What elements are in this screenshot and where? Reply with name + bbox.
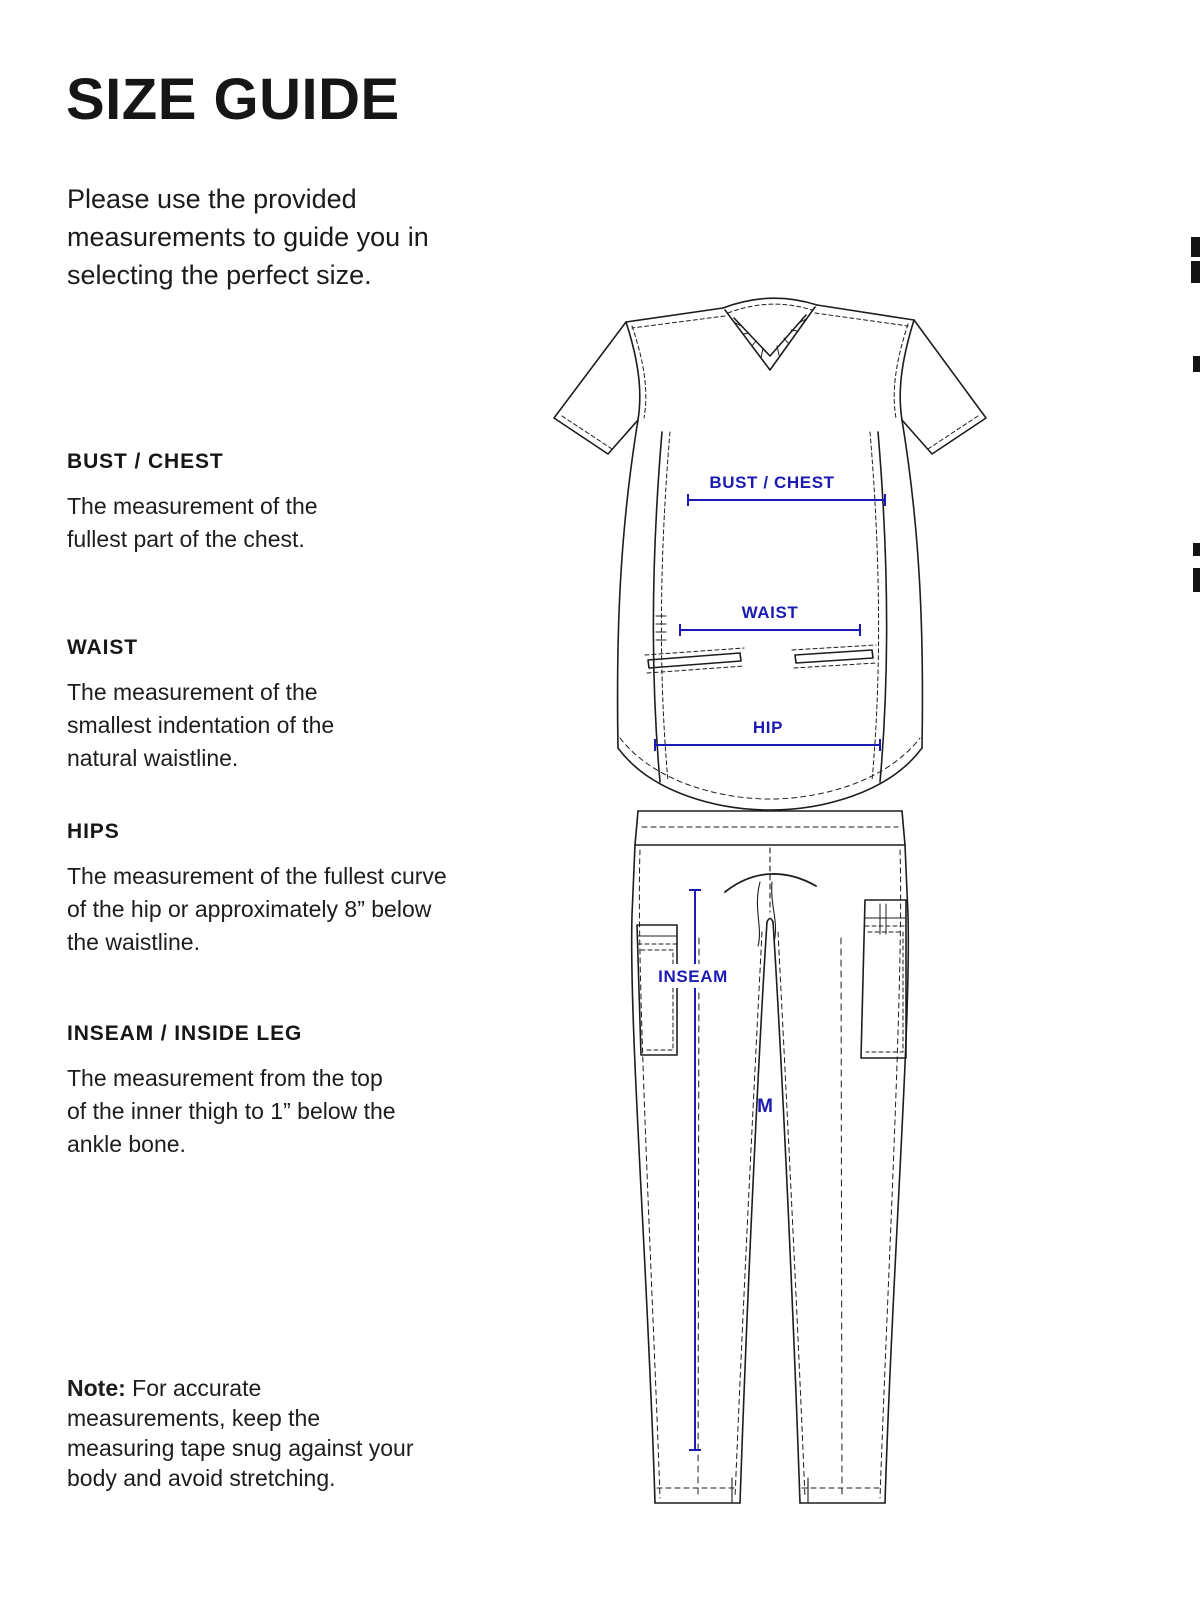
section-body-inseam: The measurement from the top of the inner thigh to 1” below the ankle bone.: [67, 1065, 396, 1157]
note-body: For accurate measurements, keep the measuring tape snug against your body and avoid stretching.: [67, 1375, 414, 1491]
inseam-measure-label: INSEAM: [658, 967, 728, 986]
section-heading-waist: WAIST: [67, 636, 138, 659]
measurement-section-inseam: [67, 1022, 447, 1161]
section-body-hips: The measurement of the fullest curve of the hip or approximately 8” below the waistline.: [67, 863, 447, 955]
measurement-section-hips: [67, 820, 467, 959]
section-heading-inseam: INSEAM / INSIDE LEG: [67, 1022, 303, 1045]
note-text: [67, 1373, 417, 1493]
page-title: SIZE GUIDE: [66, 67, 400, 132]
edge-crop-artifact: [1193, 568, 1200, 592]
edge-crop-artifact: [1191, 261, 1200, 283]
hip-measure-label: HIP: [752, 718, 784, 737]
edge-crop-artifact: [1191, 237, 1200, 257]
size-letter-label: M: [757, 1096, 773, 1117]
section-body-bust: The measurement of the fullest part of the chest.: [67, 493, 318, 552]
edge-crop-artifact: [1193, 543, 1200, 556]
measurement-section-bust: [67, 450, 387, 556]
measurement-section-waist: [67, 636, 397, 775]
section-heading-bust: BUST / CHEST: [67, 450, 224, 473]
garment-diagram: [520, 270, 1000, 1550]
bust-measure-label: BUST / CHEST: [709, 473, 835, 492]
scrub-pants-drawing: [632, 811, 909, 1503]
intro-text: Please use the provided measurements to guide you in selecting the perfect size.: [67, 184, 429, 290]
section-body-waist: The measurement of the smallest indentation of the natural waistline.: [67, 679, 335, 771]
scrubs-technical-drawing: [520, 270, 1000, 1550]
edge-crop-artifact: [1193, 356, 1200, 372]
waist-measure-label: WAIST: [741, 603, 799, 622]
section-heading-hips: HIPS: [67, 820, 120, 843]
note-label: Note:: [67, 1375, 126, 1401]
